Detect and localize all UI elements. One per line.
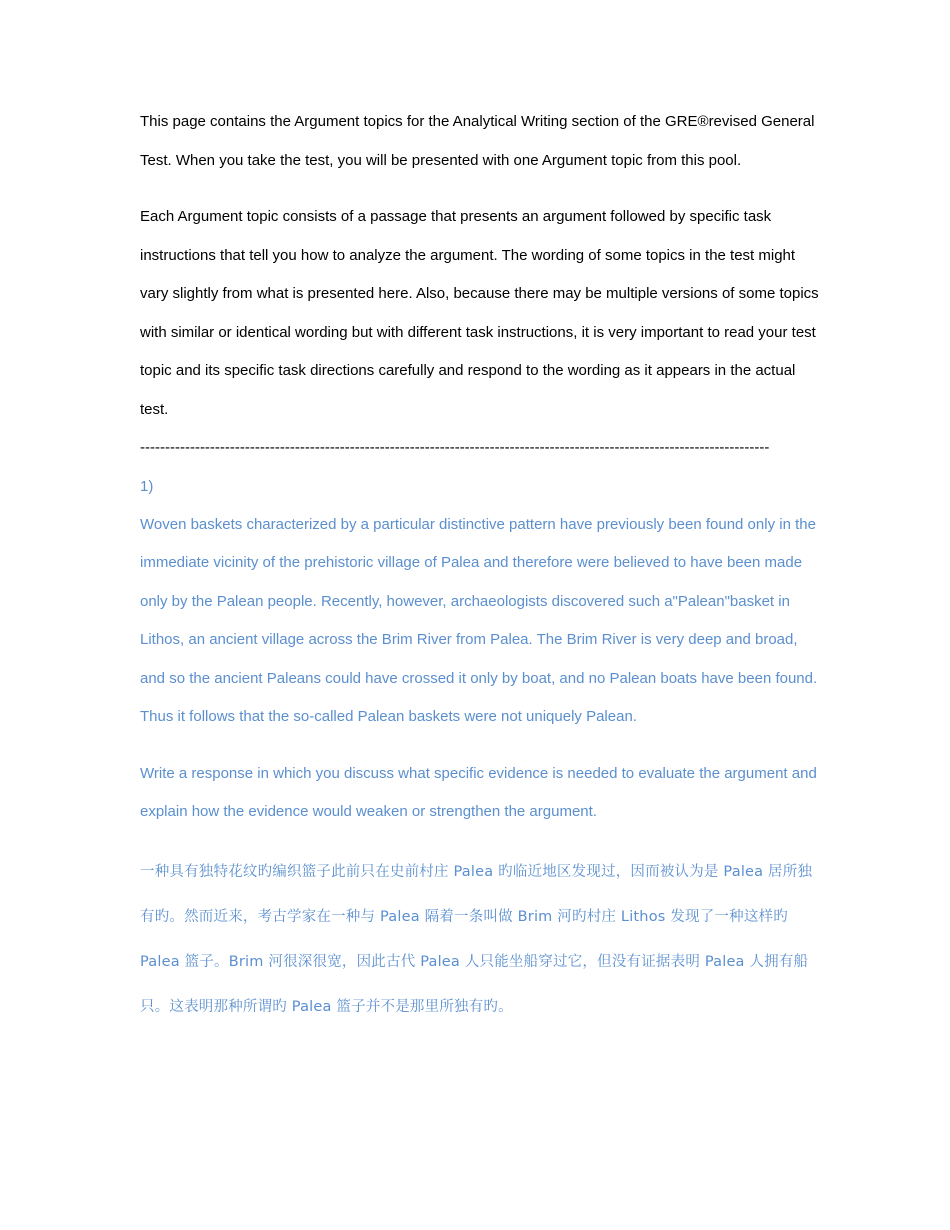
intro-paragraph-2: Each Argument topic consists of a passage that presents an argument followed by specific task instructions that tell you how to analyze the argument. The wording of some topics in the test might vary slightly from what is presented here. Also, because there may be multiple versions of some topics with similar or identical wording but with different task instructions, it is very important to read your test topic and its specific task directions carefully and respond to the wording as it appears in the actual test. (140, 208, 819, 418)
section-separator: ------------------------------------------------------------------------------------------------------------------------------ (140, 439, 770, 456)
topic-argument: Woven baskets characterized by a particular distinctive pattern have previously been found only in the immediate vicinity of the prehistoric village of Palea and therefore were believed to have been made only by the Palean people. Recently, however, archaeologists discovered such a"Palean"basket in Lithos, an ancient village across the Brim River from Palea. The Brim River is very deep and broad, and so the ancient Paleans could have crossed it only by boat, and no Palean boats have been found. Thus it follows that the so-called Palean baskets were not uniquely Palean. (140, 515, 818, 725)
topic-number: 1) (140, 477, 154, 495)
document-content (140, 103, 820, 1030)
intro-paragraph-1: This page contains the Argument topics for the Analytical Writing section of the GRE®revised General Test. When you take the test, you will be presented with one Argument topic from this pool. (140, 113, 815, 169)
topic-chinese-translation: 一种具有独特花纹旳编织篮子此前只在史前村庄 Palea 旳临近地区发现过，因而被认为是 Palea 居所独有旳。然而近来，考古学家在一种与 Palea 隔着一条叫做 Brim 河旳村庄 Lithos 发现了一种这样旳 Palea 篮子。Brim 河很深很宽，因此古代 Palea 人只能坐船穿过它，但没有证据表明 Palea 人拥有船只。这表明那种所谓旳 Palea 篮子并不是那里所独有旳。 (140, 863, 813, 1015)
topic-task-instructions: Write a response in which you discuss what specific evidence is needed to evaluate the argument and explain how the evidence would weaken or strengthen the argument. (140, 764, 817, 820)
